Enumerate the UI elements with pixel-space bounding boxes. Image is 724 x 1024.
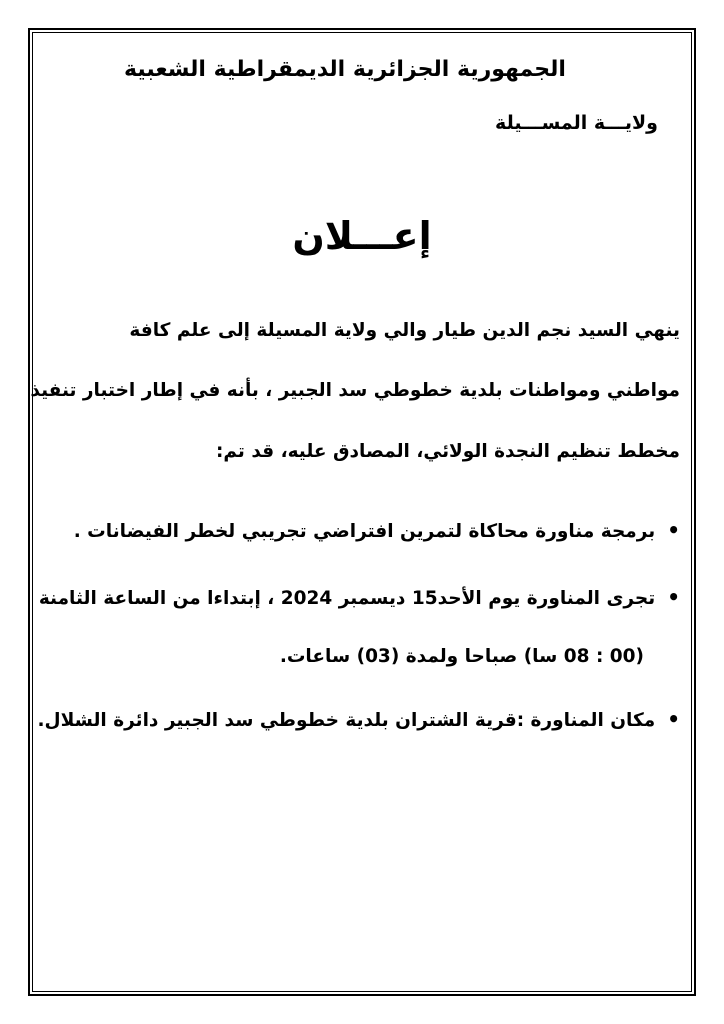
body-line-1: ينهي السيد نجم الدين طيار والي ولاية المسيلة إلى علم كافة xyxy=(129,320,680,341)
bullet-icon: • xyxy=(667,707,680,731)
bullet-icon: • xyxy=(667,518,680,542)
announcement-title: إعـــلان xyxy=(292,214,432,258)
bullet-item-3 xyxy=(38,707,680,731)
bullet-item-2-continuation: (00 : 08 سا) صباحا ولمدة (03) ساعات. xyxy=(279,646,644,667)
bullet-icon: • xyxy=(667,585,680,609)
inner-border xyxy=(32,32,692,992)
body-line-3: مخطط تنظيم النجدة الولائي، المصادق عليه، قد تم: xyxy=(216,441,680,462)
bullet-item-2-text: تجرى المناورة يوم الأحد15 ديسمبر 2024 ، إبتداءا من الساعة الثامنة xyxy=(38,588,656,609)
bullet-item-3-text: مكان المناورة :قرية الشتران بلدية خطوطي سد الجبير دائرة الشلال. xyxy=(37,710,656,731)
bullet-item-1-text: برمجة مناورة محاكاة لتمرين افتراضي تجريبي لخطر الفيضانات . xyxy=(73,521,656,542)
wilaya-heading: ولايـــة المســـيلة xyxy=(495,112,658,134)
bullet-item-2 xyxy=(39,585,680,609)
body-line-2: مواطني ومواطنات بلدية خطوطي سد الجبير ، بأنه في إطار اختبار تنفيذ xyxy=(30,380,680,401)
bullet-item-1 xyxy=(74,518,680,542)
republic-heading: الجمهورية الجزائرية الديمقراطية الشعبية xyxy=(124,57,566,82)
